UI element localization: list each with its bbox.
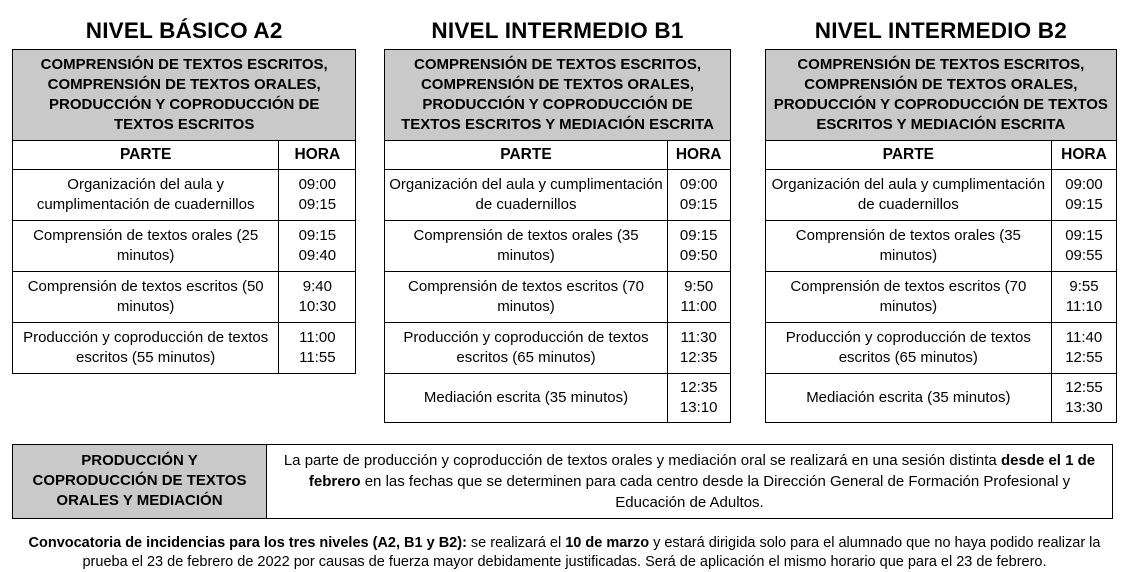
table-row [765,373,1116,422]
parte-cell: Comprensión de textos escritos (70 minutos) [385,272,667,323]
footer-bold-date: 10 de marzo [565,534,650,551]
column-header-parte: PARTE [13,140,279,170]
table-merged-header: COMPRENSIÓN DE TEXTOS ESCRITOS, COMPRENSIÓN DE TEXTOS ORALES, PRODUCCIÓN Y COPRODUCCIÓN DE TEXTOS ESCRITOS Y MEDIACIÓN ESCRITA [765,50,1116,141]
hora-cell [279,322,356,373]
oral-production-note-table [12,444,1113,519]
hora-cell [1051,272,1116,323]
parte-cell: Producción y coproducción de textos escritos (55 minutos) [13,322,279,373]
column-header-parte: PARTE [385,140,667,170]
hora-end: 09:40 [298,247,337,265]
parte-cell: Organización del aula y cumplimentación de cuadernillos [385,170,667,221]
hora-cell [667,170,730,221]
table-row [13,444,1113,518]
oral-note-bold-date: desde el 1 de febrero [308,451,1096,490]
table-row [13,221,356,272]
hora-end: 11:10 [1065,298,1103,316]
table-row [13,322,356,373]
hora-start: 09:00 [679,176,718,194]
hora-cell [1051,322,1116,373]
footer-bold-intro: Convocatoria de incidencias para los tres niveles (A2, B1 y B2): [28,534,467,551]
schedule-table-b2 [765,49,1117,423]
oral-note-text [267,444,1113,518]
hora-start: 11:30 [680,328,717,346]
table-row [765,272,1116,323]
level-title-b2: NIVEL INTERMEDIO B2 [814,18,1067,43]
parte-cell: Comprensión de textos escritos (70 minutos) [765,272,1051,323]
column-header-hora: HORA [1051,140,1116,170]
parte-cell: Comprensión de textos orales (35 minutos) [385,221,667,272]
hora-start: 11:40 [1065,328,1103,346]
footer-text-2: y estará dirigida solo para el alumnado que no haya podido realizar la prueba el 23 de febrero de 2022 por causas de fuerza mayor debidamente justificadas. Será de aplicación el mismo horario que para el 23 de febrero. [82,534,1101,570]
hora-end: 11:00 [680,298,717,316]
table-row [385,221,730,272]
level-title-a2: NIVEL BÁSICO A2 [85,18,283,43]
table-row [385,373,730,422]
parte-cell: Mediación escrita (35 minutos) [765,373,1051,422]
level-title-b1: NIVEL INTERMEDIO B1 [431,18,684,43]
hora-end: 09:15 [1065,196,1103,214]
hora-end: 09:15 [298,196,337,214]
hora-cell [667,272,730,323]
hora-start: 11:00 [299,328,336,346]
hora-end: 09:50 [679,247,718,265]
table-row [765,221,1116,272]
table-merged-header: COMPRENSIÓN DE TEXTOS ESCRITOS, COMPRENSIÓN DE TEXTOS ORALES, PRODUCCIÓN Y COPRODUCCIÓN DE TEXTOS ESCRITOS Y MEDIACIÓN ESCRITA [385,50,730,141]
hora-cell [279,170,356,221]
parte-cell: Mediación escrita (35 minutos) [385,373,667,422]
hora-cell [1051,221,1116,272]
hora-cell [667,373,730,422]
hora-end: 13:10 [679,398,718,416]
table-row [385,170,730,221]
table-merged-header: COMPRENSIÓN DE TEXTOS ESCRITOS, COMPRENSIÓN DE TEXTOS ORALES, PRODUCCIÓN Y COPRODUCCIÓN DE TEXTOS ESCRITOS [13,50,356,141]
level-section-b1 [384,8,730,423]
hora-start: 09:15 [1065,227,1103,245]
hora-start: 9:40 [302,278,332,296]
parte-cell: Comprensión de textos orales (35 minutos) [765,221,1051,272]
parte-cell: Organización del aula y cumplimentación de cuadernillos [765,170,1051,221]
hora-cell [279,272,356,323]
hora-end: 09:15 [679,196,718,214]
hora-start: 09:00 [298,176,337,194]
hora-end: 09:55 [1065,247,1103,265]
hora-cell [279,221,356,272]
schedule-table-a2 [12,49,356,374]
hora-start: 9:50 [684,278,714,296]
hora-end: 10:30 [298,298,337,316]
parte-cell: Organización del aula y cumplimentación de cuadernillos [13,170,279,221]
oral-note-text-after: en las fechas que se determinen para cada centro desde la Dirección General de Formación Profesional y Educación de Adultos. [360,472,1071,511]
footer-text-1: se realizará el [466,534,566,551]
oral-note-label: PRODUCCIÓN Y COPRODUCCIÓN DE TEXTOS ORALES Y MEDIACIÓN [13,444,267,518]
hora-start: 09:15 [298,227,337,245]
hora-end: 12:35 [679,348,718,366]
parte-cell: Producción y coproducción de textos escritos (65 minutos) [385,322,667,373]
hora-cell [667,322,730,373]
table-row [385,322,730,373]
schedule-table-b1 [384,49,730,423]
level-section-a2 [12,8,356,374]
hora-cell [1051,170,1116,221]
hora-start: 12:55 [1065,378,1103,396]
hora-end: 11:55 [299,348,336,366]
level-tables-row [12,8,1117,423]
oral-note-text-before: La parte de producción y coproducción de textos orales y mediación oral se realizará en una sesión distinta [283,451,1001,469]
table-row [385,272,730,323]
table-row [765,170,1116,221]
hora-start: 09:00 [1065,176,1103,194]
column-header-hora: HORA [667,140,730,170]
hora-cell [1051,373,1116,422]
column-header-parte: PARTE [765,140,1051,170]
table-row [765,322,1116,373]
hora-start: 9:55 [1069,278,1099,296]
hora-start: 09:15 [679,227,718,245]
column-header-hora: HORA [279,140,356,170]
table-row [13,170,356,221]
hora-end: 13:30 [1065,398,1103,416]
hora-start: 12:35 [679,378,718,396]
hora-end: 12:55 [1065,348,1103,366]
level-section-b2 [765,8,1117,423]
hora-cell [667,221,730,272]
parte-cell: Comprensión de textos escritos (50 minutos) [13,272,279,323]
parte-cell: Producción y coproducción de textos escritos (65 minutos) [765,322,1051,373]
incidents-footer-note [14,534,1115,572]
table-row [13,272,356,323]
parte-cell: Comprensión de textos orales (25 minutos) [13,221,279,272]
